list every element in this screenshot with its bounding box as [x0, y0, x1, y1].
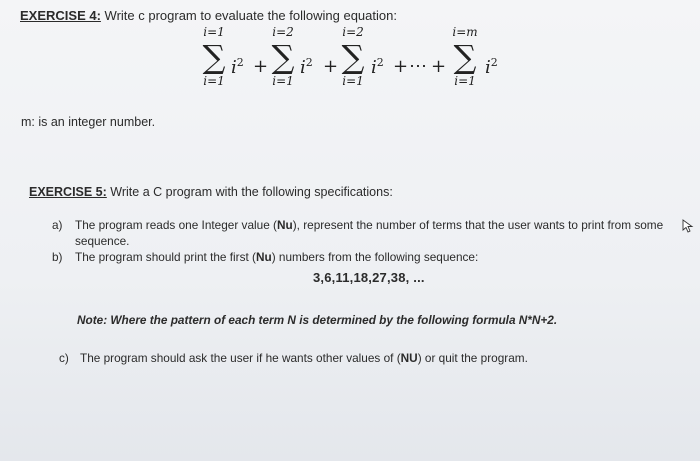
item-b-marker: b): [52, 250, 63, 264]
sum-3-lower: i=1: [342, 74, 364, 88]
exercise-4-label: EXERCISE 4:: [20, 8, 101, 23]
sum-1-lower: i=1: [203, 74, 225, 88]
sum-2-upper: i=2: [272, 25, 294, 39]
exercise-5-label: EXERCISE 5:: [29, 185, 107, 199]
term-1: $i^2$: [231, 56, 244, 78]
summation-1: [200, 26, 228, 88]
summation-equation: [195, 26, 515, 106]
mouse-pointer-icon: [682, 219, 694, 233]
item-a-line-2: sequence.: [75, 234, 130, 248]
item-c-text: The program should ask the user if he wants other values of (NU) or quit the program.: [80, 351, 528, 365]
sum-2-lower: i=1: [272, 74, 294, 88]
exercise-5-heading: [29, 185, 393, 199]
summation-2: [269, 26, 297, 88]
plus-1: +: [253, 56, 269, 77]
plus-4: +: [431, 56, 447, 77]
sum-1-upper: i=1: [203, 25, 225, 39]
term-3: $i^2$: [371, 56, 384, 78]
summation-3: [339, 26, 367, 88]
sigma-symbol: ∑: [341, 38, 365, 76]
exercise-4-text: Write c program to evaluate the following equation:: [100, 8, 397, 23]
sum-3-upper: i=2: [342, 25, 364, 39]
formula-note: Note: Where the pattern of each term N is determined by the following formula N*N+2.: [77, 313, 558, 327]
exercise-5-text: Write a C program with the following specifications:: [106, 185, 393, 199]
summation-4: [449, 26, 481, 88]
sigma-symbol: ∑: [453, 38, 477, 76]
m-definition: m: is an integer number.: [21, 115, 156, 129]
term-2: $i^2$: [300, 56, 313, 78]
term-4: $i^2$: [485, 56, 498, 78]
plus-2: +: [323, 56, 339, 77]
ellipsis: ⋯: [409, 56, 427, 77]
item-c-marker: c): [59, 351, 69, 365]
sum-4-upper: i=m: [452, 25, 478, 39]
number-sequence: 3,6,11,18,27,38, ...: [313, 270, 425, 285]
item-a-line-1: The program reads one Integer value (Nu), represent the number of terms that the user wants to print from some: [75, 218, 664, 232]
item-b-text: The program should print the first (Nu) numbers from the following sequence:: [75, 250, 479, 264]
sigma-symbol: ∑: [202, 38, 226, 76]
sigma-symbol: ∑: [271, 38, 295, 76]
plus-3: +: [393, 56, 409, 77]
sum-4-lower: i=1: [454, 74, 476, 88]
item-a-marker: a): [52, 218, 63, 232]
exercise-4-heading: [20, 8, 397, 23]
